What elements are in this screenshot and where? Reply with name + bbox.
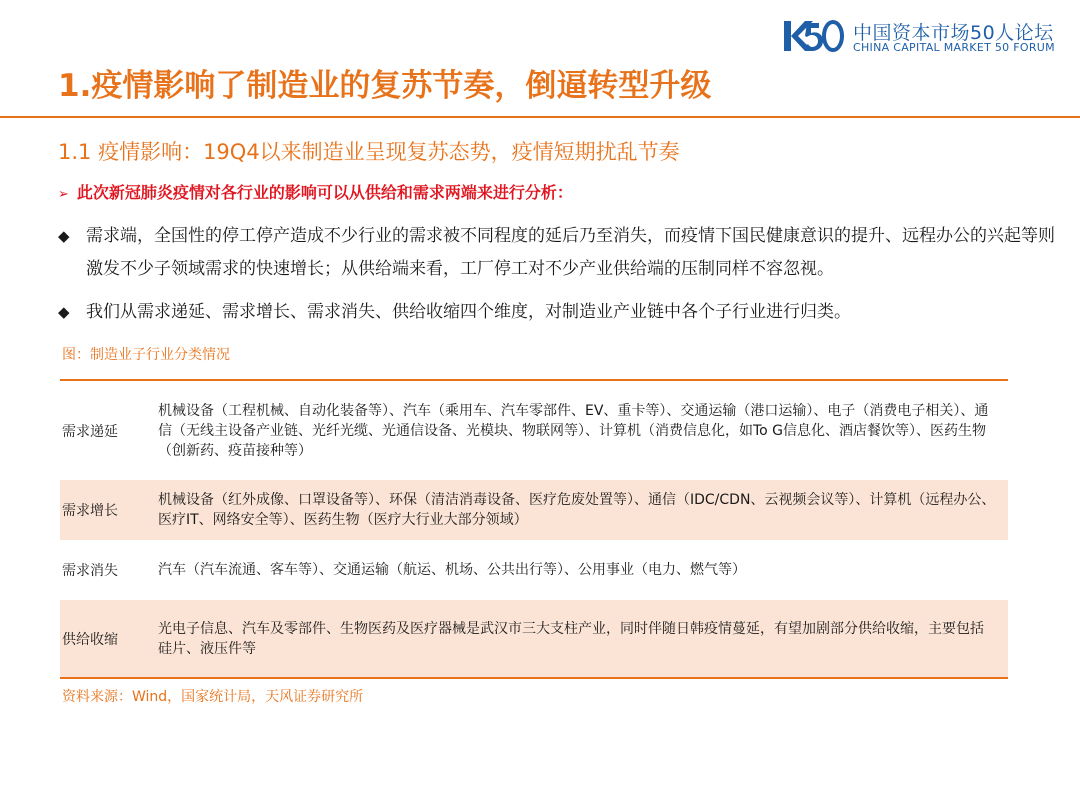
description-cell: 机械设备（红外成像、口罩设备等）、环保（清洁消毒设备、医疗危废处置等）、通信（IDC/CDN、云视频会议等）、计算机（远程办公、医疗IT、网络安全等）、医药生物（医疗大行业大部分领域） bbox=[158, 492, 996, 528]
category-cell: 需求递延 bbox=[62, 423, 118, 440]
forum-logo bbox=[783, 16, 1063, 56]
description-cell: 汽车（汽车流通、客车等）、交通运输（航运、机场、公共出行等）、公用事业（电力、燃气等） bbox=[158, 562, 746, 578]
table-row bbox=[60, 600, 1008, 677]
diamond-bullet-icon: ◆ bbox=[58, 303, 70, 321]
bullet-item bbox=[58, 296, 1058, 329]
bullet-text: 需求端，全国性的停工停产造成不少行业的需求被不同程度的延后乃至消失，而疫情下国民健康意识的提升、远程办公的兴起等则激发不少子领域需求的快速增长；从供给端来看，工厂停工对不少产业供给端的压制同样不容忽视。 bbox=[86, 226, 1055, 279]
lead-text: 此次新冠肺炎疫情对各行业的影响可以从供给和需求两端来进行分析： bbox=[76, 183, 573, 202]
diamond-bullet-icon: ◆ bbox=[58, 227, 70, 245]
title-divider bbox=[0, 116, 1080, 118]
table-row bbox=[60, 540, 1008, 600]
table-row bbox=[60, 480, 1008, 540]
industry-classification-table bbox=[60, 379, 1008, 679]
category-cell: 需求消失 bbox=[62, 563, 118, 579]
logo-name-en: CHINA CAPITAL MARKET 50 FORUM bbox=[853, 41, 1055, 54]
description-cell: 机械设备（工程机械、自动化装备等）、汽车（乘用车、汽车零部件、EV、重卡等）、交通运输（港口运输）、电子（消费电子相关）、通信（无线主设备产业链、光纤光缆、光通信设备、光模块、物联网等）、计算机（消费信息化，如To G信息化、酒店餐饮等）、医药生物（创新药、疫苗接种等） bbox=[158, 402, 989, 459]
source-note: 资料来源：Wind，国家统计局，天风证券研究所 bbox=[62, 689, 364, 705]
table-row bbox=[60, 381, 1008, 480]
category-cell: 需求增长 bbox=[62, 503, 118, 519]
category-cell: 供给收缩 bbox=[62, 631, 118, 648]
description-cell: 光电子信息、汽车及零部件、生物医药及医疗器械是武汉市三大支柱产业，同时伴随日韩疫情蔓延，有望加剧部分供给收缩，主要包括 硅片、液压件等 bbox=[158, 620, 984, 657]
figure-caption: 图：制造业子行业分类情况 bbox=[62, 347, 230, 363]
page-title: 1.疫情影响了制造业的复苏节奏，倒逼转型升级 bbox=[58, 68, 712, 104]
bullet-item bbox=[58, 220, 1058, 286]
k50-logo-mark bbox=[783, 18, 845, 54]
bullet-text: 我们从需求递延、需求增长、需求消失、供给收缩四个维度，对制造业产业链中各个子行业进行归类。 bbox=[86, 302, 851, 322]
arrow-bullet-icon: ➢ bbox=[58, 187, 69, 202]
logo-name-cn: 中国资本市场50人论坛 bbox=[853, 22, 1054, 44]
lead-statement bbox=[58, 180, 573, 203]
section-title: 1.1 疫情影响：19Q4以来制造业呈现复苏态势，疫情短期扰乱节奏 bbox=[58, 140, 680, 164]
